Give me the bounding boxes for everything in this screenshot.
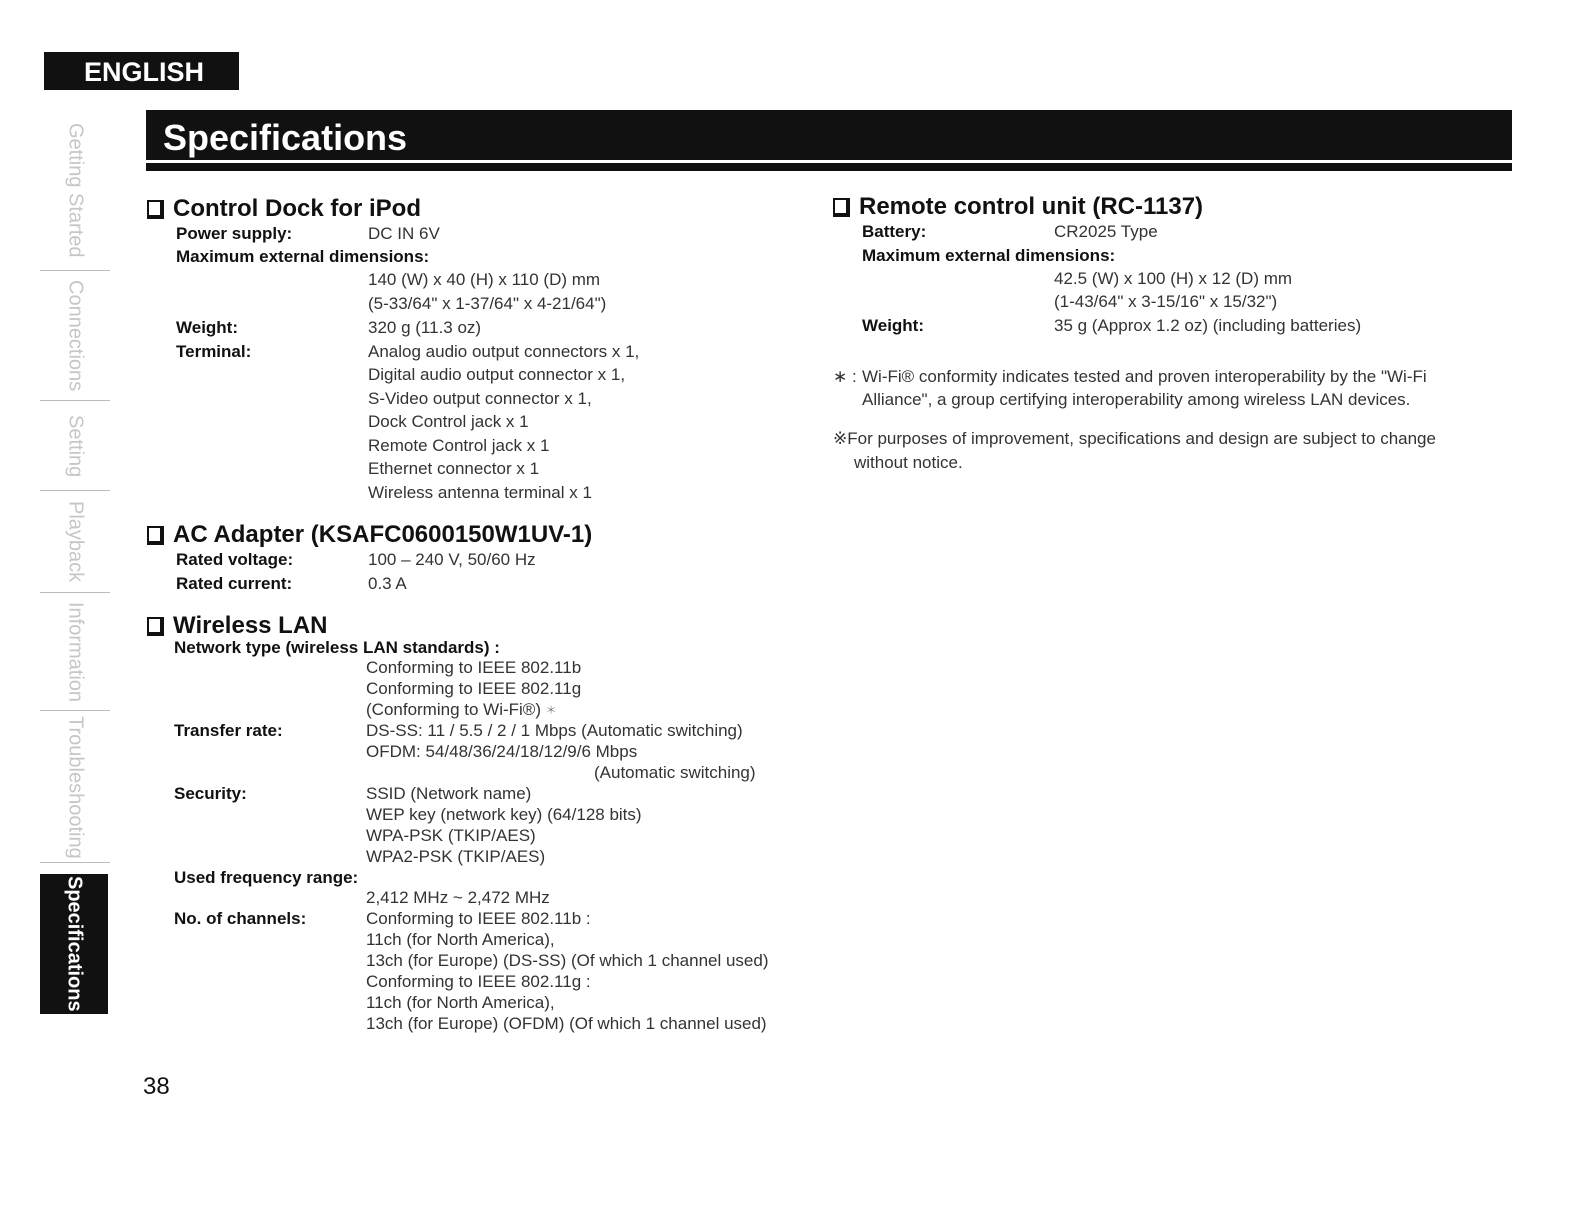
spec-value: Conforming to IEEE 802.11b (366, 658, 582, 677)
spec-value: OFDM: 54/48/36/24/18/12/9/6 Mbps (366, 742, 638, 761)
section-title: Remote control unit (RC-1137) (859, 193, 1204, 220)
section-remote-heading (833, 193, 1203, 221)
terminal-item: Digital audio output connector x 1, (368, 365, 626, 384)
nav-specifications[interactable] (40, 874, 108, 1014)
terminal-item: Ethernet connector x 1 (368, 459, 540, 478)
section-adapter-heading (147, 521, 592, 549)
wifi-note-line: Alliance", a group certifying interoperability among wireless LAN devices. (862, 390, 1411, 409)
spec-label: No. of channels: (174, 909, 307, 928)
wifi-note-line: Wi-Fi® conformity indicates tested and proven interoperability by the "Wi-Fi (862, 367, 1427, 386)
spec-label: Maximum external dimensions: (176, 247, 430, 266)
page-number: 38 (143, 1073, 170, 1100)
spec-value: 13ch (for Europe) (DS-SS) (Of which 1 channel used) (366, 951, 769, 970)
improvement-note-line: without notice. (854, 453, 963, 472)
checkbox-icon (147, 526, 164, 545)
spec-label: Transfer rate: (174, 721, 283, 740)
improvement-note-line: ※For purposes of improvement, specifications and design are subject to change (833, 429, 1436, 448)
spec-label: Used frequency range: (174, 868, 359, 887)
spec-value: 42.5 (W) x 100 (H) x 12 (D) mm (1054, 269, 1293, 288)
section-title: Wireless LAN (173, 612, 328, 639)
spec-value: 0.3 A (368, 574, 407, 593)
nav-information[interactable] (40, 594, 110, 711)
spec-value: WPA-PSK (TKIP/AES) (366, 826, 536, 845)
spec-value: DS-SS: 11 / 5.5 / 2 / 1 Mbps (Automatic switching) (366, 721, 743, 740)
spec-value: (1-43/64" x 3-15/16" x 15/32") (1054, 292, 1278, 311)
nav-getting-started[interactable] (40, 110, 110, 271)
spec-value: 140 (W) x 40 (H) x 110 (D) mm (368, 270, 601, 289)
footnote-mark: ∗ : (833, 367, 857, 386)
spec-value: CR2025 Type (1054, 222, 1158, 241)
spec-value: SSID (Network name) (366, 784, 532, 803)
spec-value: 100 – 240 V, 50/60 Hz (368, 550, 536, 569)
spec-label: Rated current: (176, 574, 293, 593)
section-wlan-heading (147, 612, 328, 640)
spec-value: (5-33/64" x 1-37/64" x 4-21/64") (368, 294, 607, 313)
section-dock-heading (147, 195, 421, 223)
section-title: Control Dock for iPod (173, 195, 421, 222)
spec-value: 11ch (for North America), (366, 930, 555, 949)
spec-label: Terminal: (176, 342, 252, 361)
checkbox-icon (833, 198, 850, 217)
nav-label: Setting (64, 414, 87, 478)
nav-label: Information (64, 601, 87, 703)
title-rule (146, 163, 1512, 171)
nav-connections[interactable] (40, 272, 110, 401)
nav-playback[interactable] (40, 492, 110, 593)
terminal-item: Dock Control jack x 1 (368, 412, 529, 431)
spec-label: Weight: (176, 318, 239, 337)
checkbox-icon (147, 200, 164, 219)
nav-label: Troubleshooting (64, 715, 87, 859)
page-title: Specifications (146, 110, 1512, 160)
spec-value: WEP key (network key) (64/128 bits) (366, 805, 642, 824)
nav-troubleshooting[interactable] (40, 712, 110, 863)
terminal-item: Remote Control jack x 1 (368, 436, 550, 455)
nav-label: Playback (64, 501, 87, 583)
terminal-item: Wireless antenna terminal x 1 (368, 483, 592, 502)
spec-value: 13ch (for Europe) (OFDM) (Of which 1 channel used) (366, 1014, 767, 1033)
section-title: AC Adapter (KSAFC0600150W1UV-1) (173, 521, 593, 548)
spec-value: 2,412 MHz ~ 2,472 MHz (366, 888, 550, 907)
nav-setting[interactable] (40, 402, 110, 491)
spec-value: (Conforming to Wi-Fi®) ∗ (366, 700, 557, 719)
terminal-item: S-Video output connector x 1, (368, 389, 592, 408)
spec-value: (Automatic switching) (594, 763, 756, 782)
spec-value: Conforming to IEEE 802.11b : (366, 909, 591, 928)
nav-label: Getting Started (64, 122, 87, 258)
spec-label: Network type (wireless LAN standards) : (174, 638, 500, 657)
spec-value: 320 g (11.3 oz) (368, 318, 482, 337)
spec-value: DC IN 6V (368, 224, 440, 243)
nav-label: Specifications (63, 876, 86, 1012)
language-tab: ENGLISH (44, 52, 239, 90)
spec-value: 11ch (for North America), (366, 993, 555, 1012)
checkbox-icon (147, 617, 164, 636)
spec-label: Security: (174, 784, 247, 803)
spec-value: WPA2-PSK (TKIP/AES) (366, 847, 546, 866)
spec-label: Battery: (862, 222, 927, 241)
spec-label: Weight: (862, 316, 925, 335)
spec-label: Power supply: (176, 224, 293, 243)
terminal-item: Analog audio output connectors x 1, (368, 342, 640, 361)
spec-value: Conforming to IEEE 802.11g (366, 679, 582, 698)
nav-label: Connections (64, 280, 87, 392)
spec-label: Maximum external dimensions: (862, 246, 1116, 265)
spec-label: Rated voltage: (176, 550, 294, 569)
spec-value: 35 g (Approx 1.2 oz) (including batteries) (1054, 316, 1362, 335)
spec-value: Conforming to IEEE 802.11g : (366, 972, 591, 991)
